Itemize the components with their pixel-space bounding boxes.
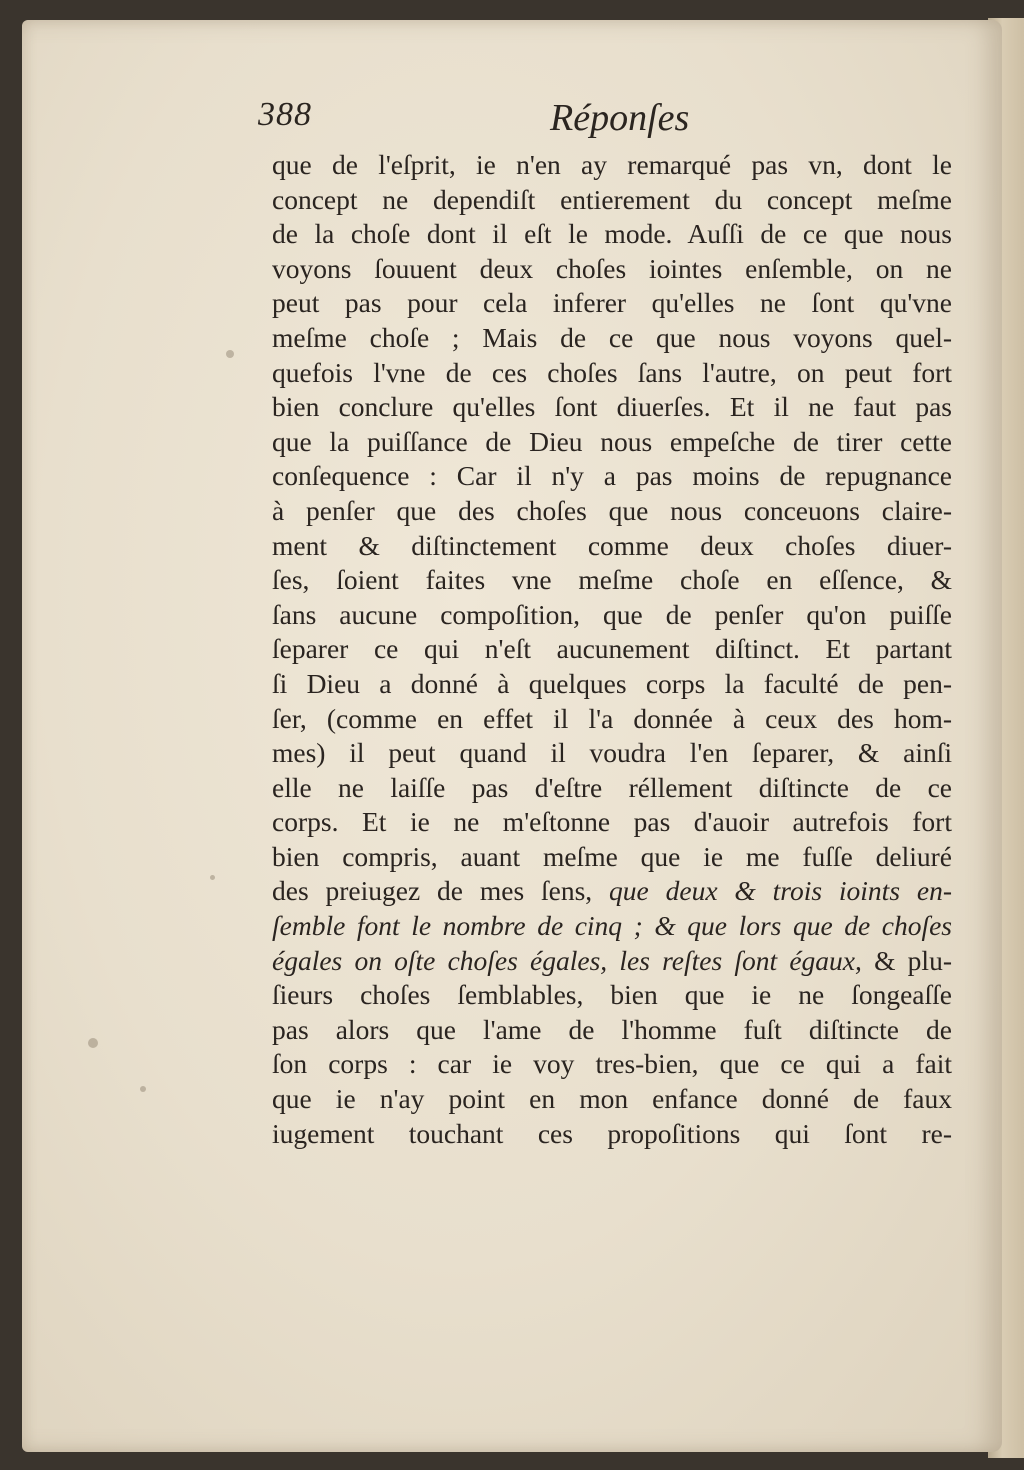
text-line: ſes, ſoient faites vne meſme choſe en eſſence, & (272, 564, 952, 596)
text-line: ſon corps : car ie voy tres-bien, que ce qui a fait (272, 1048, 952, 1080)
text-line: corps. Et ie ne m'eſtonne pas d'auoir autrefois fort (272, 806, 952, 838)
text-line: quefois l'vne de ces choſes ſans l'autre, on peut fort (272, 356, 952, 388)
text-line: ſi Dieu a donné à quelques corps la faculté de pen- (272, 667, 952, 699)
running-head: Réponſes (550, 97, 690, 139)
foxing-spot (210, 875, 215, 880)
text-line: iugement touchant ces propoſitions qui ſont re- (272, 1117, 952, 1149)
roman-segment: & plu- (874, 944, 952, 976)
text-line: ſer, (comme en effet il l'a donnée à ceux des hom- (272, 702, 952, 734)
text-line: bien conclure qu'elles ſont diuerſes. Et il ne faut pas (272, 391, 952, 423)
page-number: 388 (258, 96, 312, 133)
text-line: bien compris, auant meſme que ie me fuſſe deliuré (272, 840, 952, 872)
foxing-spot (140, 1086, 146, 1092)
roman-segment: des preiugez de mes ſens, (272, 875, 610, 907)
text-line: voyons ſouuent deux choſes iointes enſemble, on ne (272, 252, 952, 284)
text-line: ſeparer ce qui n'eſt aucunement diſtinct. Et partant (272, 633, 952, 665)
text-line: à penſer que des choſes que nous conceuons claire- (272, 494, 952, 526)
text-line: ment & diſtinctement comme deux choſes diuer- (272, 529, 952, 561)
foxing-spot (88, 1038, 98, 1048)
text-line: de la choſe dont il eſt le mode. Auſſi de ce que nous (272, 218, 952, 250)
body-text (272, 148, 952, 1151)
text-line: ſieurs choſes ſemblables, bien que ie ne ſongeaſſe (272, 979, 952, 1011)
text-line-mixed (272, 874, 952, 909)
text-line: que la puiſſance de Dieu nous empeſche de tirer cette (272, 425, 952, 457)
text-line: elle ne laiſſe pas d'eſtre réllement diſtincte de ce (272, 771, 952, 803)
page-header (258, 96, 738, 142)
text-line: meſme choſe ; Mais de ce que nous voyons quel- (272, 321, 952, 353)
text-line: mes) il peut quand il voudra l'en ſeparer, & ainſi (272, 737, 952, 769)
text-line: concept ne dependiſt entierement du concept meſme (272, 183, 952, 215)
italic-segment: que deux & trois ioints en- (609, 875, 952, 907)
text-line: ſans aucune compoſition, que de penſer qu'on puiſſe (272, 598, 952, 630)
text-line: que ie n'ay point en mon enfance donné de faux (272, 1083, 952, 1115)
italic-segment: égales on oſte choſes égales, les reſtes ſont égaux, (272, 944, 875, 976)
text-line: que de l'eſprit, ie n'en ay remarqué pas vn, dont le (272, 149, 952, 180)
text-line: conſequence : Car il n'y a pas moins de repugnance (272, 460, 952, 492)
text-line: pas alors que l'ame de l'homme fuſt diſtincte de (272, 1013, 952, 1045)
text-line: peut pas pour cela inferer qu'elles ne ſont qu'vne (272, 287, 952, 319)
text-line-italic: ſemble font le nombre de cinq ; & que lors que de choſes (272, 910, 952, 942)
foxing-spot (226, 350, 234, 358)
text-line-mixed (272, 944, 952, 979)
